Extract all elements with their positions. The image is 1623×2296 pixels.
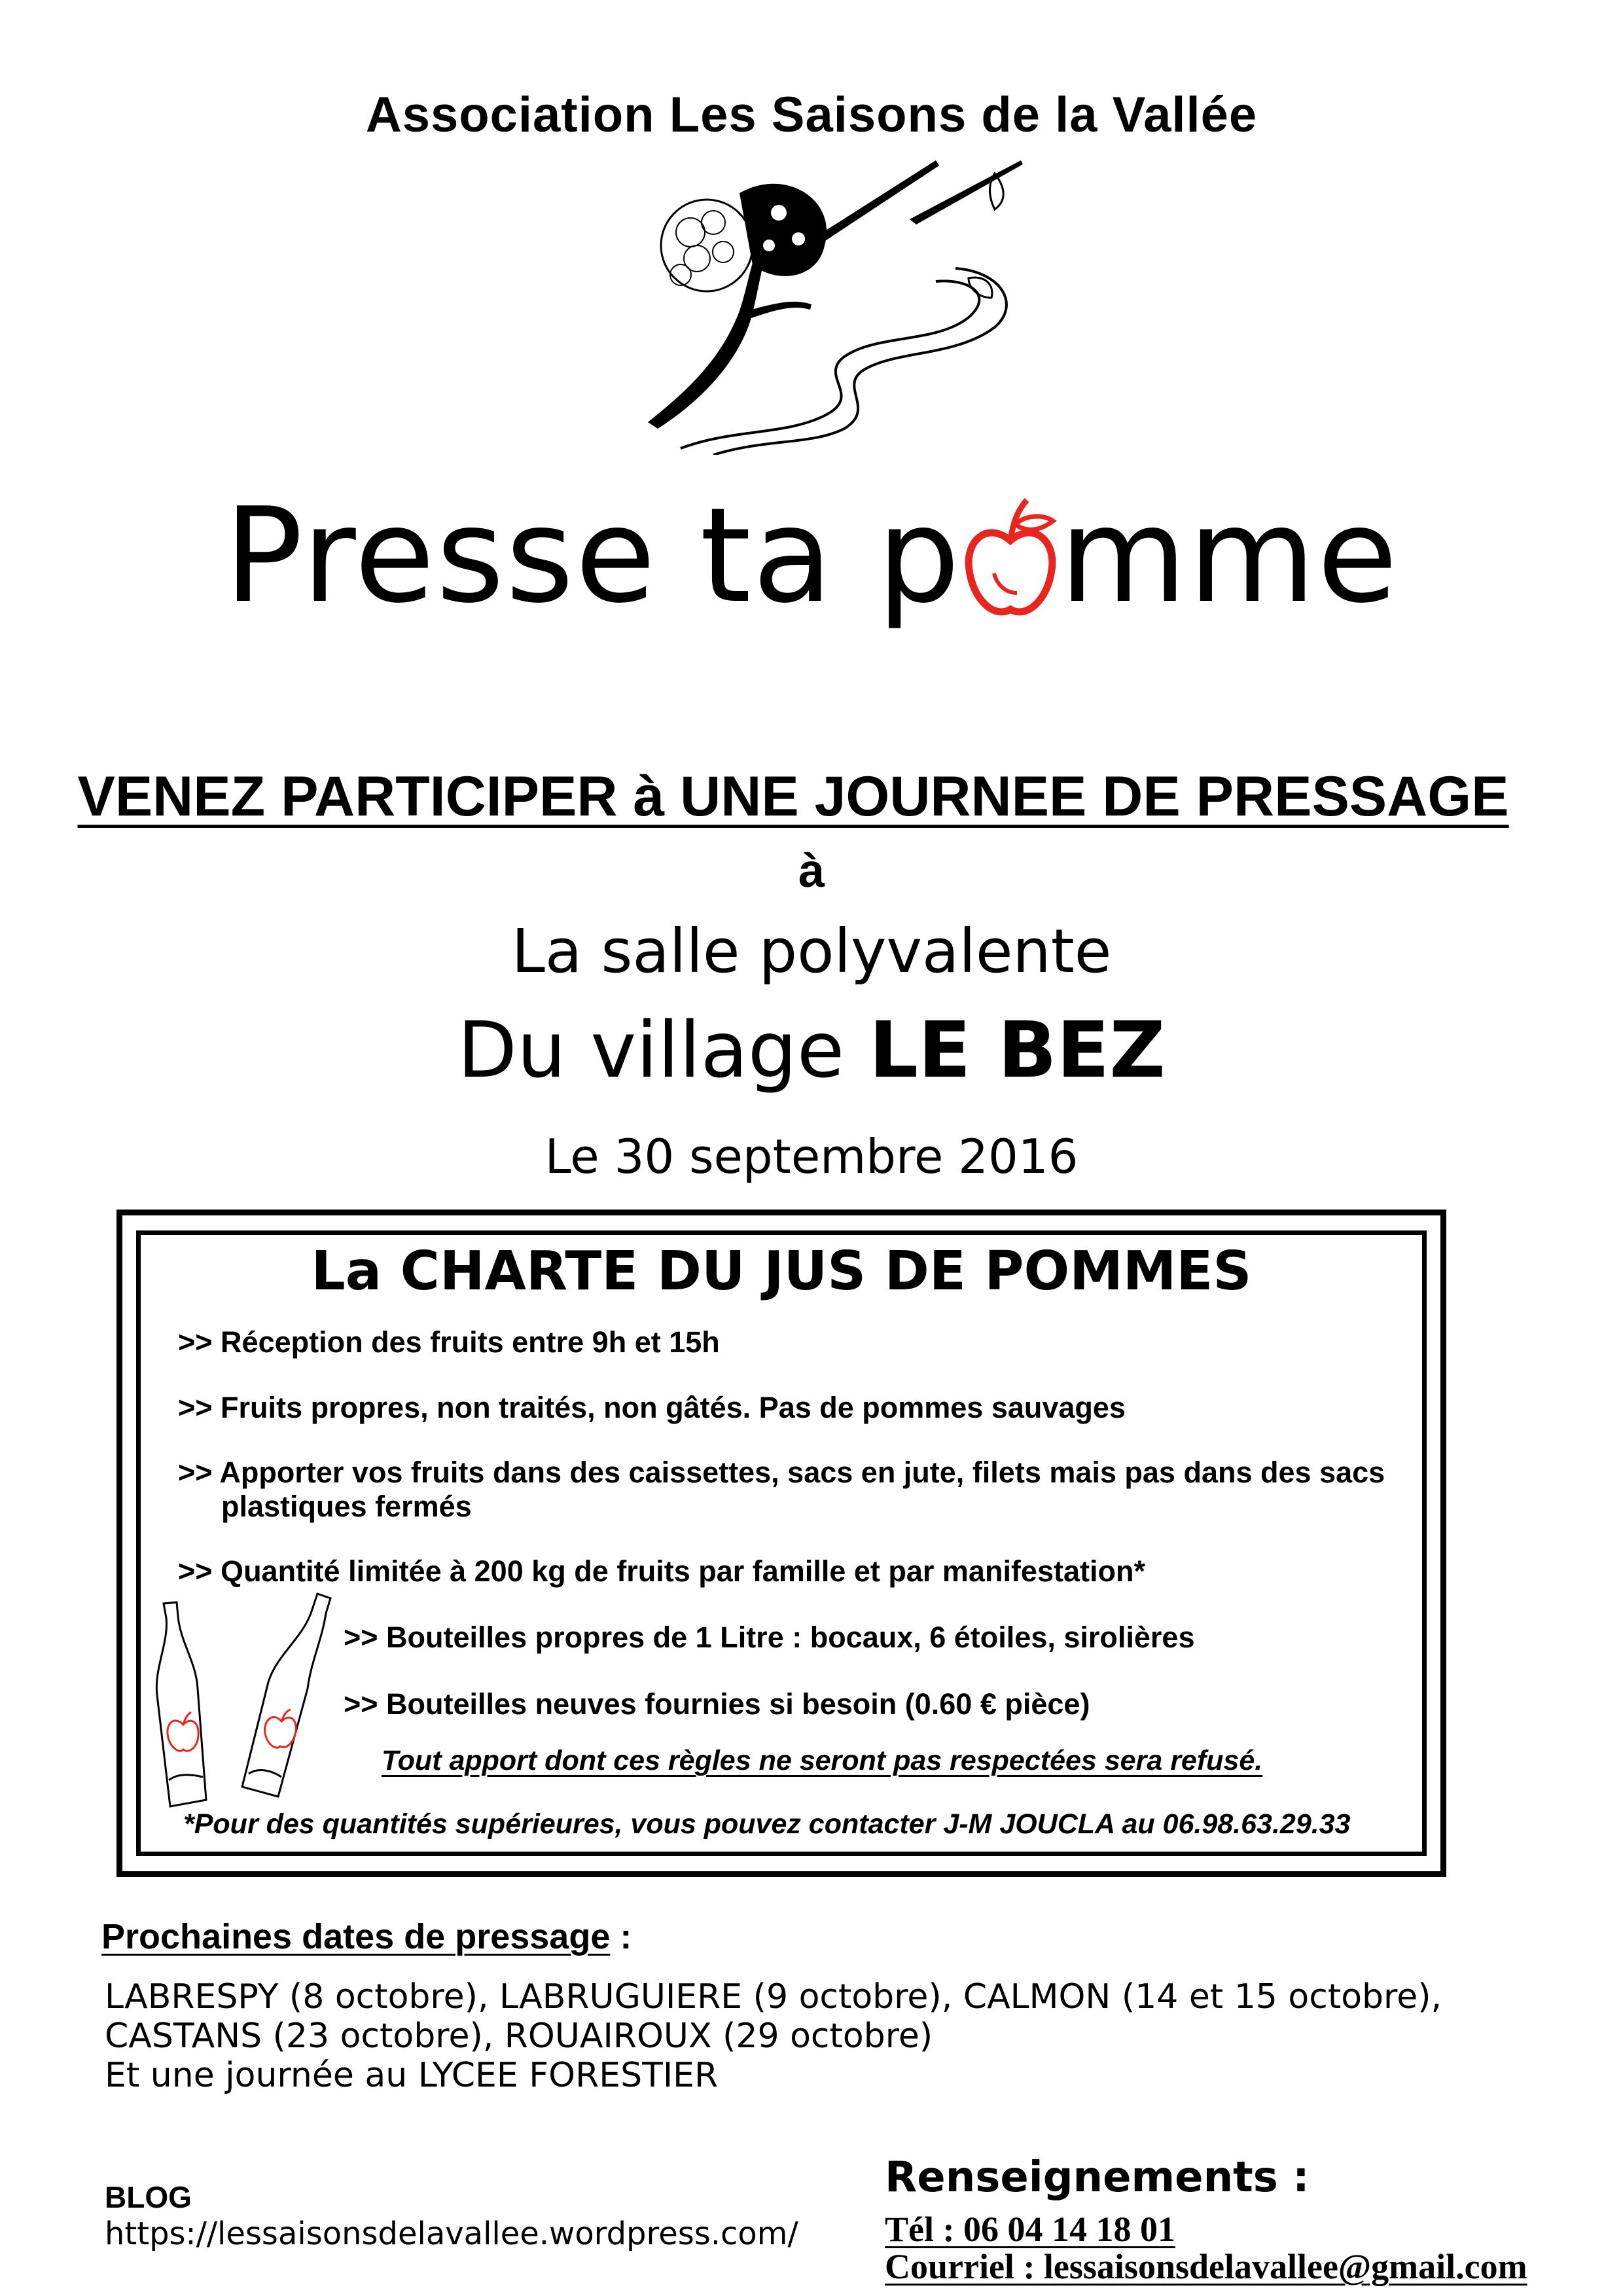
contact-phone[interactable]: Tél : 06 04 14 18 01 xyxy=(885,2210,1175,2249)
title-part-2: mme xyxy=(1059,480,1399,632)
charter-rule: >> Réception des fruits entre 9h et 15h xyxy=(178,1325,720,1359)
next-dates-title xyxy=(101,1916,632,1957)
blog-label: BLOG xyxy=(105,2180,192,2214)
charter-rule: >> Apporter vos fruits dans des caissettes, sacs en jute, filets mais pas dans des sacs xyxy=(178,1456,1385,1489)
apple-icon xyxy=(961,495,1060,626)
next-dates-title-colon: : xyxy=(610,1917,632,1956)
next-dates-title-text: Prochaines dates de pressage xyxy=(101,1917,611,1956)
event-date: Le 30 septembre 2016 xyxy=(544,1129,1079,1184)
invitation-headline: VENEZ PARTICIPER à UNE JOURNEE DE PRESSAGE xyxy=(77,765,1509,828)
charter-rule: >> Bouteilles propres de 1 Litre : bocaux, 6 étoiles, sirolières xyxy=(344,1621,1195,1654)
contact-email[interactable]: Courriel : lessaisonsdelavallee@gmail.com xyxy=(885,2247,1527,2286)
venue-line-1: La salle polyvalente xyxy=(511,916,1112,986)
venue-prefix: Du village xyxy=(457,1005,869,1095)
organization-title: Association Les Saisons de la Vallée xyxy=(365,87,1258,143)
venue-village-name: LE BEZ xyxy=(868,1005,1166,1095)
charter-rule-continuation: plastiques fermés xyxy=(221,1490,472,1523)
charter-rule: >> Bouteilles neuves fournies si besoin (0.60 € pièce) xyxy=(344,1687,1090,1721)
title-part-1: Presse ta p xyxy=(224,480,961,632)
charter-rule: >> Quantité limitée à 200 kg de fruits par famille et par manifestation* xyxy=(178,1554,1145,1588)
tree-river-logo xyxy=(628,147,1034,455)
contact-title: Renseignements : xyxy=(885,2153,1310,2202)
next-dates-line: LABRESPY (8 octobre), LABRUGUIERE (9 octobre), CALMON (14 et 15 octobre), xyxy=(105,1977,1442,2017)
bottle-icon xyxy=(151,1590,347,1826)
charter-rule: >> Fruits propres, non traités, non gâtés. Pas de pommes sauvages xyxy=(178,1391,1126,1424)
main-title xyxy=(0,480,1623,632)
charter-warning: Tout apport dont ces règles ne seront pas respectées sera refusé. xyxy=(382,1745,1263,1776)
next-dates-line: Et une journée au LYCEE FORESTIER xyxy=(105,2056,719,2095)
charter-footnote: *Pour des quantités supérieures, vous pouvez contacter J-M JOUCLA au 06.98.63.29.33 xyxy=(183,1808,1351,1840)
venue-line-2 xyxy=(0,1005,1623,1095)
charter-title: La CHARTE DU JUS DE POMMES xyxy=(311,1240,1252,1302)
next-dates-line: CASTANS (23 octobre), ROUAIROUX (29 octobre) xyxy=(105,2017,933,2056)
invitation-at: à xyxy=(798,845,825,897)
blog-link[interactable]: https://lessaisonsdelavallee.wordpress.com/ xyxy=(105,2215,798,2252)
